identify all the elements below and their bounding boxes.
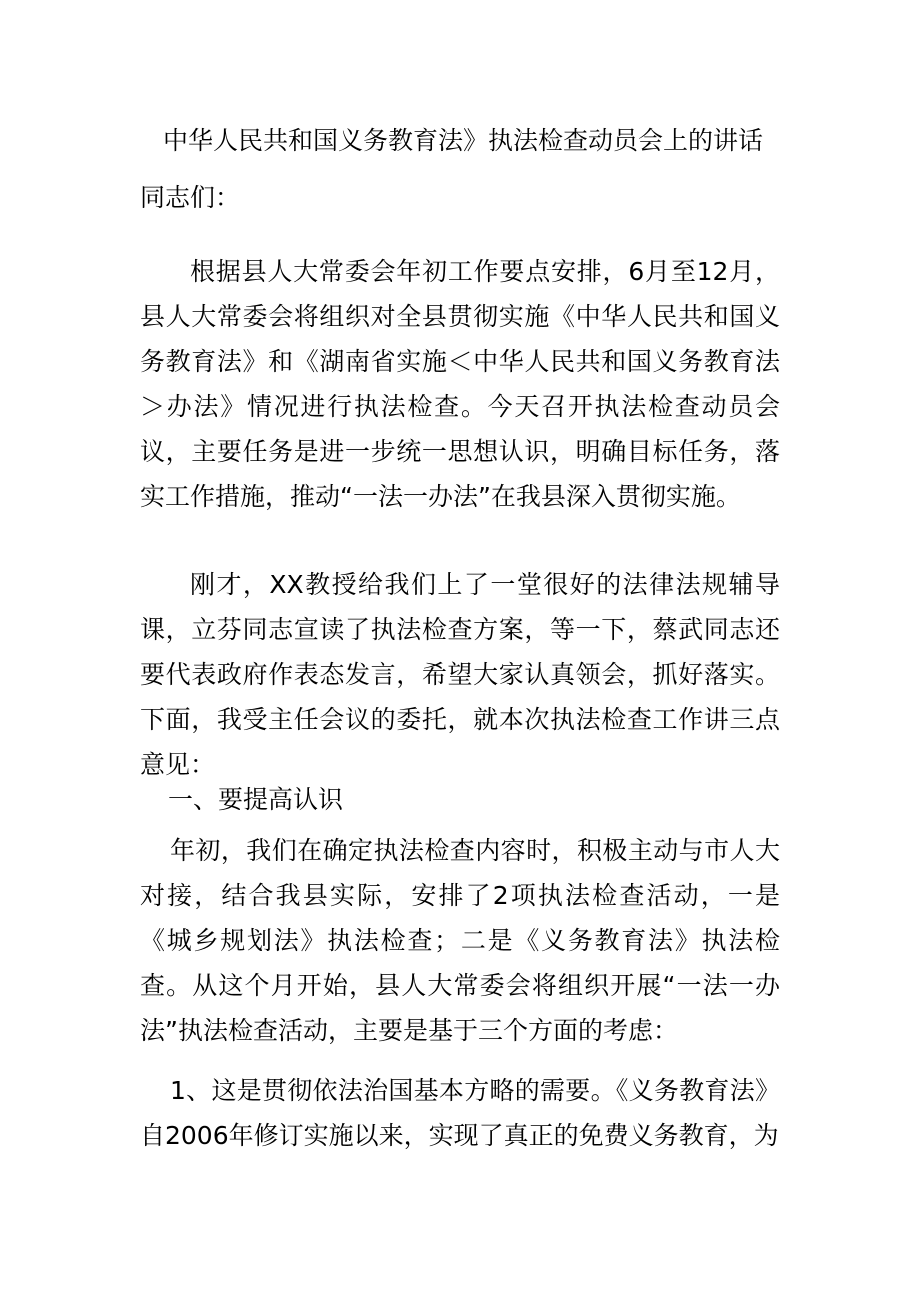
section-heading: 一、要提高认识	[168, 785, 344, 814]
paragraph-opening-remarks: 刚才，XX教授给我们上了一堂很好的法律法规辅导课，立芬同志宣读了执法检查方案，等一下，蔡武同志还要代表政府作表态发言，希望大家认真领会，抓好落实。下面，我受主任会议的委托，就本次执法检查工作讲三点意见：	[140, 570, 780, 779]
paragraph-point-one: 1、这是贯彻依法治国基本方略的需要。《义务教育法》自2006年修订实施以来，实现了真正的免费义务教育，为	[140, 1076, 780, 1150]
paragraph-section-body: 年初，我们在确定执法检查内容时，积极主动与市人大对接，结合我县实际，安排了2项执法检查活动，一是《城乡规划法》执法检查；二是《义务教育法》执法检查。从这个月开始，县人大常委会将组织开展“一法一办法”执法检查活动，主要是基于三个方面的考虑：	[140, 836, 780, 1045]
greeting: 同志们：	[140, 183, 241, 212]
document-title: 中华人民共和国义务教育法》执法检查动员会上的讲话	[163, 126, 764, 155]
paragraph-intro: 根据县人大常委会年初工作要点安排，6月至12月，县人大常委会将组织对全县贯彻实施《中华人民共和国义务教育法》和《湖南省实施＜中华人民共和国义务教育法＞办法》情况进行执法检查。今天召开执法检查动员会议，主要任务是进一步统一思想认识，明确目标任务，落实工作措施，推动“一法一办法”在我县深入贯彻实施。	[140, 257, 780, 511]
